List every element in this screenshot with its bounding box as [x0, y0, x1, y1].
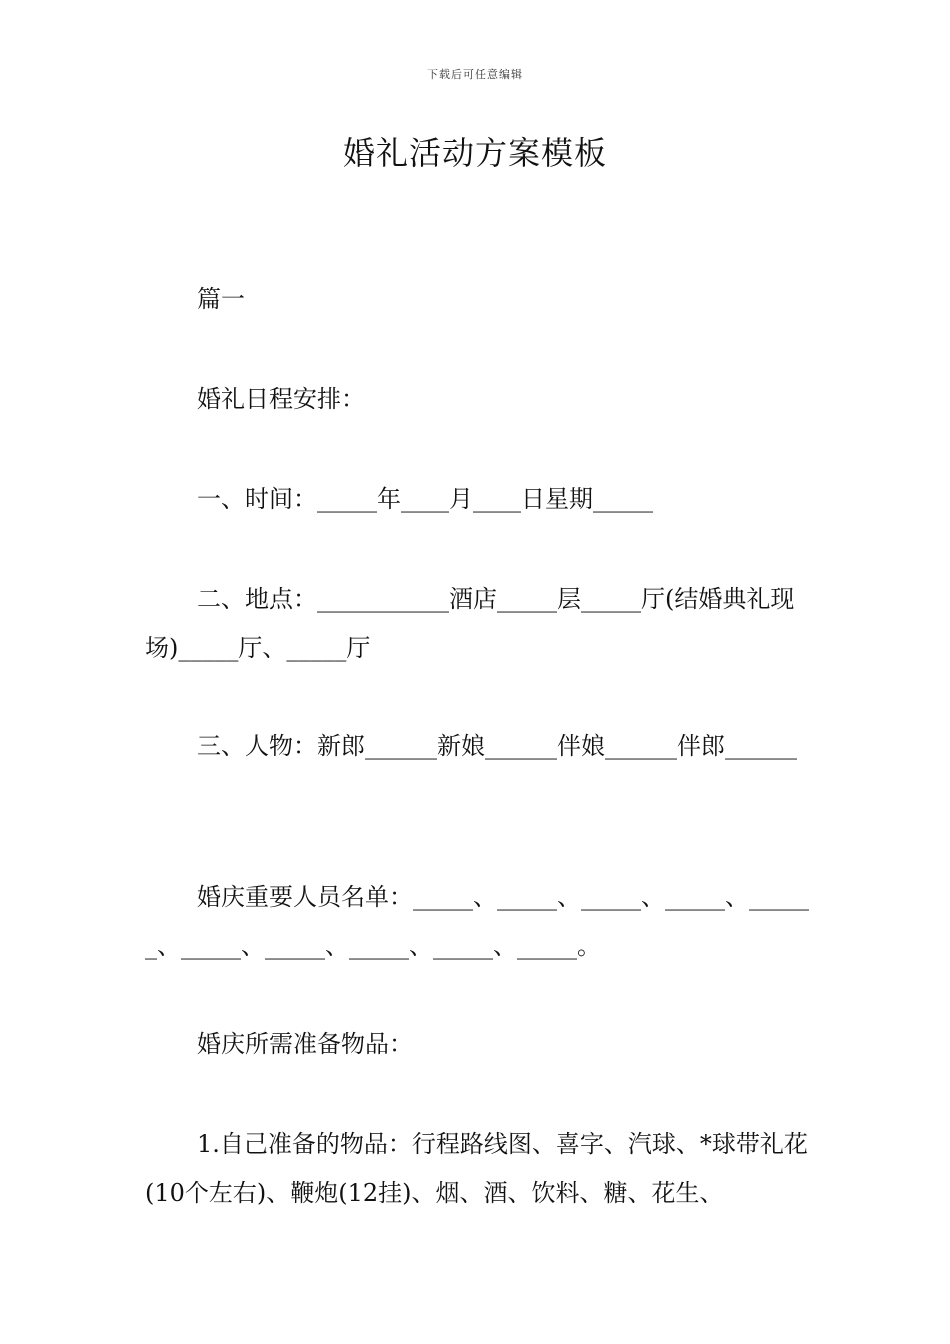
staff-list-paragraph: 婚庆重要人员名单：_____、_____、_____、_____、______、_____、_____、_____、_____、_____。: [145, 883, 809, 960]
place-paragraph: 二、地点：___________酒店_____层_____厅(结婚典礼现场)_____厅、_____厅: [145, 585, 795, 662]
time-paragraph: 一、时间：_____年____月____日星期_____: [197, 485, 653, 513]
header-note: 下载后可任意编辑: [427, 68, 523, 81]
supplies-heading: 婚庆所需准备物品：: [197, 1030, 413, 1058]
people-paragraph: 三、人物：新郎______新娘______伴娘______伴郎______: [197, 732, 797, 760]
items-paragraph: 1.自己准备的物品：行程路线图、喜字、汽球、*球带礼花(10个左右)、鞭炮(12挂)、烟、酒、饮料、糖、花生、: [145, 1130, 808, 1207]
section-label: 篇一: [197, 285, 245, 313]
schedule-heading: 婚礼日程安排：: [197, 385, 365, 413]
document-title: 婚礼活动方案模板: [342, 134, 607, 172]
